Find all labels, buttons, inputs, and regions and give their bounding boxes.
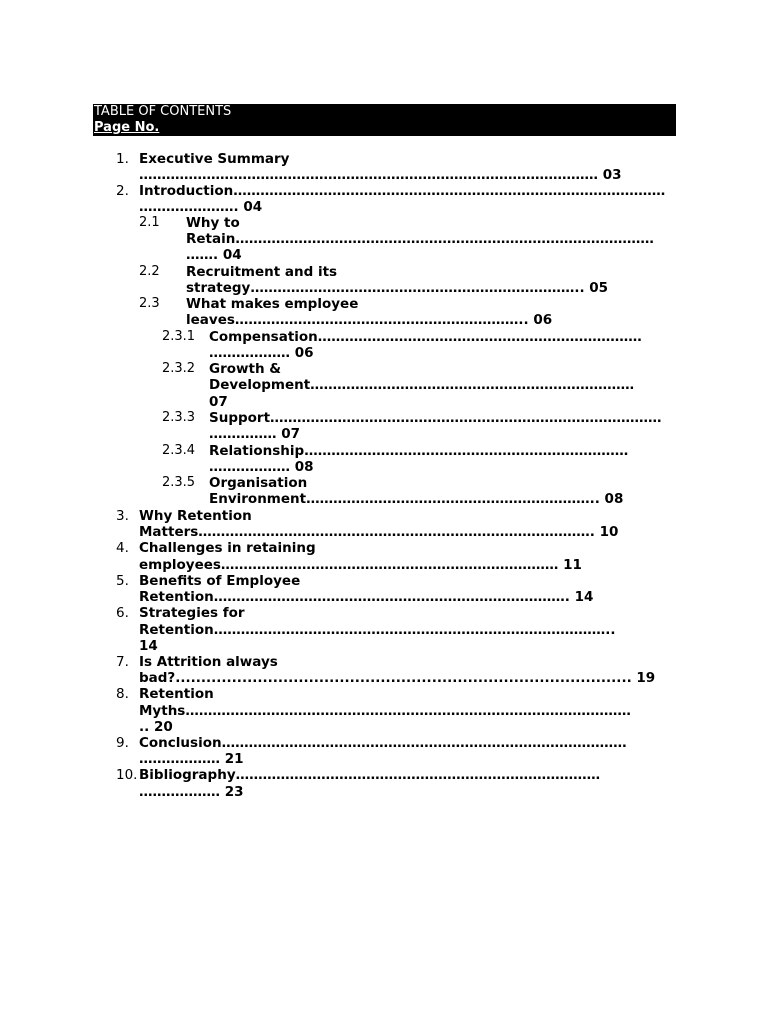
- entry-line: Compensation………………………………………………………………: [209, 329, 642, 345]
- entry-line: Retention……………………………………………………………………. 14: [139, 589, 594, 605]
- entry-line: Matters……………………………………………………………………………. 10: [139, 524, 619, 540]
- entry-line: Environment……………………………………………………….. 08: [209, 491, 624, 507]
- entry-line: 14: [139, 638, 158, 654]
- entry-number: 5.: [116, 573, 129, 589]
- entry-line: ……………… 23: [139, 784, 244, 800]
- entry-line: Benefits of Employee: [139, 573, 301, 589]
- entry-line: …………………. 04: [139, 199, 263, 215]
- entry-number: 2.1: [139, 215, 160, 230]
- entry-line: ……………… 21: [139, 751, 244, 767]
- entry-line: leaves……………………………………………………….. 06: [186, 312, 553, 328]
- toc-title: TABLE OF CONTENTS: [94, 104, 232, 119]
- entry-number: 8.: [116, 686, 129, 702]
- entry-number: 2.3.1: [162, 329, 196, 344]
- entry-line: …………… 07: [209, 426, 300, 442]
- entry-line: Organisation: [209, 475, 308, 491]
- entry-number: 1.: [116, 151, 129, 167]
- entry-line: Retain…………………………………………………………………………………: [186, 231, 654, 247]
- entry-line: bad?......................................................................................... 19: [139, 670, 656, 686]
- entry-line: 07: [209, 394, 228, 410]
- entry-number: 2.3.3: [162, 410, 196, 425]
- entry-line: Retention: [139, 686, 214, 702]
- entry-number: 2.3.4: [162, 443, 196, 458]
- entry-line: Challenges in retaining: [139, 540, 316, 556]
- entry-line: Retention……………………………………………………………………………..: [139, 622, 616, 638]
- entry-line: Recruitment and its: [186, 264, 338, 280]
- entry-number: 2.3.5: [162, 475, 196, 490]
- entry-line: ……………… 06: [209, 345, 314, 361]
- toc-title-bar: [93, 104, 676, 120]
- entry-line: Support……………………………………………………………………………: [209, 410, 662, 426]
- entry-line: Growth &: [209, 361, 282, 377]
- entry-number: 10.: [116, 767, 138, 783]
- entry-number: 2.: [116, 183, 129, 199]
- entry-line: Myths………………………………………………………………………………………: [139, 703, 631, 719]
- page-no-bar: [93, 120, 676, 136]
- entry-line: strategy……………………………………………………………….. 05: [186, 280, 609, 296]
- entry-number: 6.: [116, 605, 129, 621]
- entry-line: ………………………………………………………………………………………… 03: [139, 167, 622, 183]
- entry-number: 4.: [116, 540, 129, 556]
- entry-line: ……………… 08: [209, 459, 314, 475]
- page-no-label: Page No.: [94, 120, 160, 135]
- entry-line: ……. 04: [186, 247, 242, 263]
- entry-line: Executive Summary: [139, 151, 290, 167]
- entry-number: 2.2: [139, 264, 160, 279]
- entry-number: 9.: [116, 735, 129, 751]
- entry-number: 3.: [116, 508, 129, 524]
- entry-line: Development………………………………………………………………: [209, 377, 635, 393]
- entry-line: Is Attrition always: [139, 654, 278, 670]
- entry-line: Why Retention: [139, 508, 252, 524]
- entry-line: Bibliography………………………………………………………………………: [139, 767, 601, 783]
- entry-line: Strategies for: [139, 605, 245, 621]
- entry-line: Relationship………………………………………………………………: [209, 443, 629, 459]
- entry-number: 2.3: [139, 296, 160, 311]
- entry-line: Introduction……………………………………………………………………………………: [139, 183, 666, 199]
- entry-line: .. 20: [139, 719, 173, 735]
- entry-line: Conclusion………………………………………………………………………………: [139, 735, 627, 751]
- entry-line: employees………………………………………………………………… 11: [139, 557, 582, 573]
- entry-line: Why to: [186, 215, 240, 231]
- entry-number: 2.3.2: [162, 361, 196, 376]
- entry-line: What makes employee: [186, 296, 359, 312]
- entry-number: 7.: [116, 654, 129, 670]
